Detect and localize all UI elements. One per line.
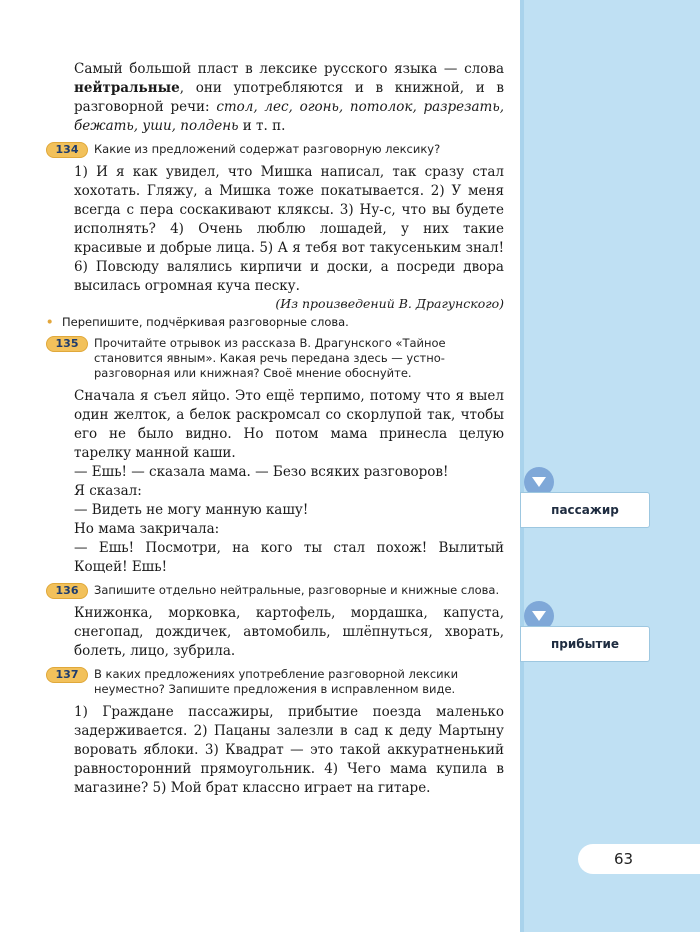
dialog-line: — Ешь! — сказала мама. — Безо всяких разговоров! — [74, 464, 449, 480]
vocab-word: прибытие — [550, 637, 620, 651]
bullet-icon: • — [46, 315, 54, 329]
exercise-number-badge: 134 — [46, 142, 88, 158]
exercise-task: Какие из предложений содержат разговорную лексику? — [94, 142, 441, 156]
page-number: 63 — [578, 844, 700, 874]
exercise-task: Прочитайте отрывок из рассказа В. Драгунского «Тайное становится явным». Какая речь передана здесь — устно-разговорная или книжная? Своё мнение обоснуйте. — [94, 336, 446, 380]
exercise-135-heading — [46, 336, 504, 381]
exercise-136-heading — [46, 583, 504, 598]
exercise-task: В каких предложениях употребление разговорной лексики неуместно? Запишите предложения в исправленном виде. — [94, 667, 459, 696]
exercise-number-badge: 135 — [46, 336, 88, 352]
page-content — [46, 60, 504, 804]
vocab-card — [520, 492, 650, 528]
dialog-line: — Ешь! Посмотри, на кого ты стал похож! Вылитый Кощей! Ешь! — [74, 540, 504, 575]
exercise-number-badge: 137 — [46, 667, 88, 683]
exercise-137-text: 1) Граждане пассажиры, прибытие поезда маленько задерживается. 2) Пацаны залезли в сад к деду Мартыну воровать яблоки. 3) Квадрат — это такой аккуратненький равносторонний прямоугольник. 4) Чего мама купила в магазине? 5) Мой брат классно играет на гитаре. — [74, 704, 504, 796]
dialog-line: Но мама закричала: — [74, 521, 220, 537]
dialog-line: — Видеть не могу манную кашу! — [74, 502, 309, 518]
exercise-135-paragraph: Сначала я съел яйцо. Это ещё терпимо, потому что я выел один желток, а белок раскромсал со скорлупой так, чтобы его не было видно. Но потом мама принесла целую тарелку манной каши. — [74, 388, 504, 461]
margin-sidebar — [520, 0, 700, 932]
exercise-134-heading — [46, 142, 504, 157]
intro-paragraph: Самый большой пласт в лексике русского языка — слова нейтральные, они употребляются и в книжной, и в разговорной речи: стол, лес, огонь, потолок, разрезать, бежать, уши, полдень и т. п. — [74, 61, 504, 134]
dialog-line: Я сказал: — [74, 483, 142, 499]
vocab-word: пассажир — [551, 503, 619, 517]
exercise-number-badge: 136 — [46, 583, 88, 599]
exercise-task: Запишите отдельно нейтральные, разговорные и книжные слова. — [94, 583, 500, 597]
exercise-note: • Перепишите, подчёркивая разговорные слова. — [46, 315, 349, 329]
bold-term: нейтральные — [74, 80, 180, 96]
attribution: (Из произведений В. Драгунского) — [275, 296, 504, 311]
exercise-134-text: 1) И я как увидел, что Мишка написал, так сразу стал хохотать. Гляжу, а Мишка тоже покатывается. 2) У меня всегда с пера соскакивают кляксы. 3) Ну-с, что вы будете исполнять? 4) Очень люблю лошадей, у них такие красивые и добрые лица. 5) А я тебя вот такусеньким знал! 6) Повсюду валялись кирпичи и доски, а посреди двора высилась огромная куча песку. — [74, 164, 504, 294]
vocab-card — [520, 626, 650, 662]
example-words: стол, лес, огонь, потолок, разрезать, бежать, уши, полдень — [74, 99, 504, 134]
exercise-137-heading — [46, 667, 504, 697]
exercise-136-text: Книжонка, морковка, картофель, мордашка, капуста, снегопад, дождичек, автомобиль, шлёпнуться, хворать, болеть, лицо, зубрила. — [74, 605, 504, 659]
